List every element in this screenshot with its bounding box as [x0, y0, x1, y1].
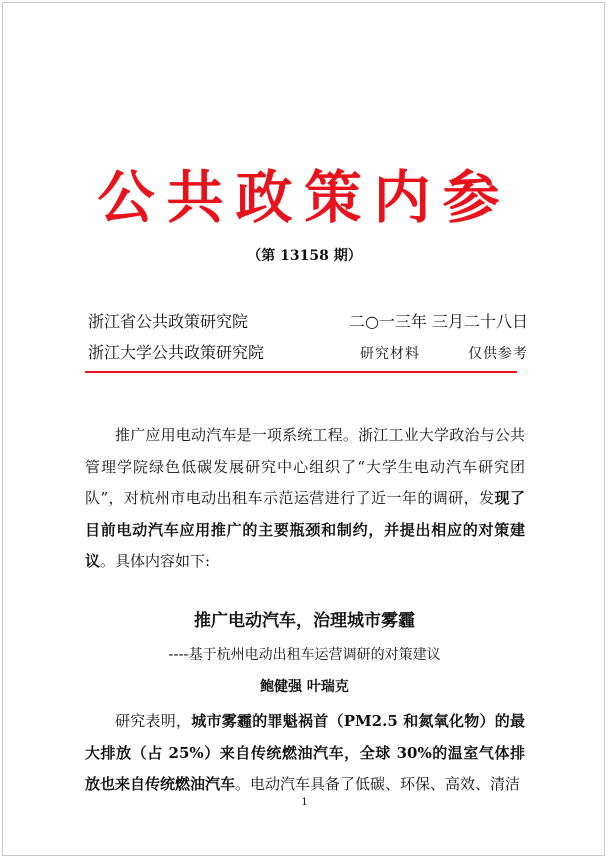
header-divider: [85, 371, 517, 373]
intro-emphasis: 现了目前电动汽车应用推广的主要瓶颈和制约，并提出相应的对策建议: [85, 489, 525, 570]
issuer-org-university: 浙江大学公共政策研究院: [88, 343, 265, 362]
intro-text: 推广应用电动汽车是一项系统工程。浙江工业大学政治与公共管理学院绿色低碳发展研究中心组织了“大学生电动汽车研究团队”，对杭州市电动出租车示范运营进行了近一年的调研，发: [85, 426, 525, 507]
intro-closing: 。具体内容如下:: [100, 552, 211, 570]
issue-number: （第 13158 期）: [247, 248, 362, 264]
body-text-lead: 研究表明，: [115, 712, 192, 730]
issuer-org-provincial: 浙江省公共政策研究院: [88, 312, 249, 331]
body-paragraph: [85, 706, 525, 801]
issue-date: 二○一三年 三月二十八日: [348, 312, 528, 331]
intro-paragraph: [85, 420, 525, 578]
distribution-notes: [360, 341, 528, 366]
note-for-reference: 仅供参考: [468, 346, 528, 362]
body-text-tail: 。电动汽车具备了低碳、环保、高效、清洁: [235, 775, 521, 793]
article-authors: 鲍健强 叶瑞克: [260, 679, 349, 695]
note-research-material: 研究材料: [360, 346, 420, 362]
article-subtitle: ----基于杭州电动出租车运营调研的对策建议: [168, 647, 441, 663]
page-number: 1: [301, 797, 308, 808]
article-title: 推广电动汽车，治理城市雾霾: [194, 611, 415, 631]
masthead-title: 公共政策内参: [97, 164, 512, 231]
body-emphasis: 城市雾霾的罪魁祸首（PM2.5 和氮氧化物）的最大排放（占 25%）来自传统燃油汽车，全球 30%的温室气体排放也来自传统燃油汽车: [85, 712, 525, 793]
